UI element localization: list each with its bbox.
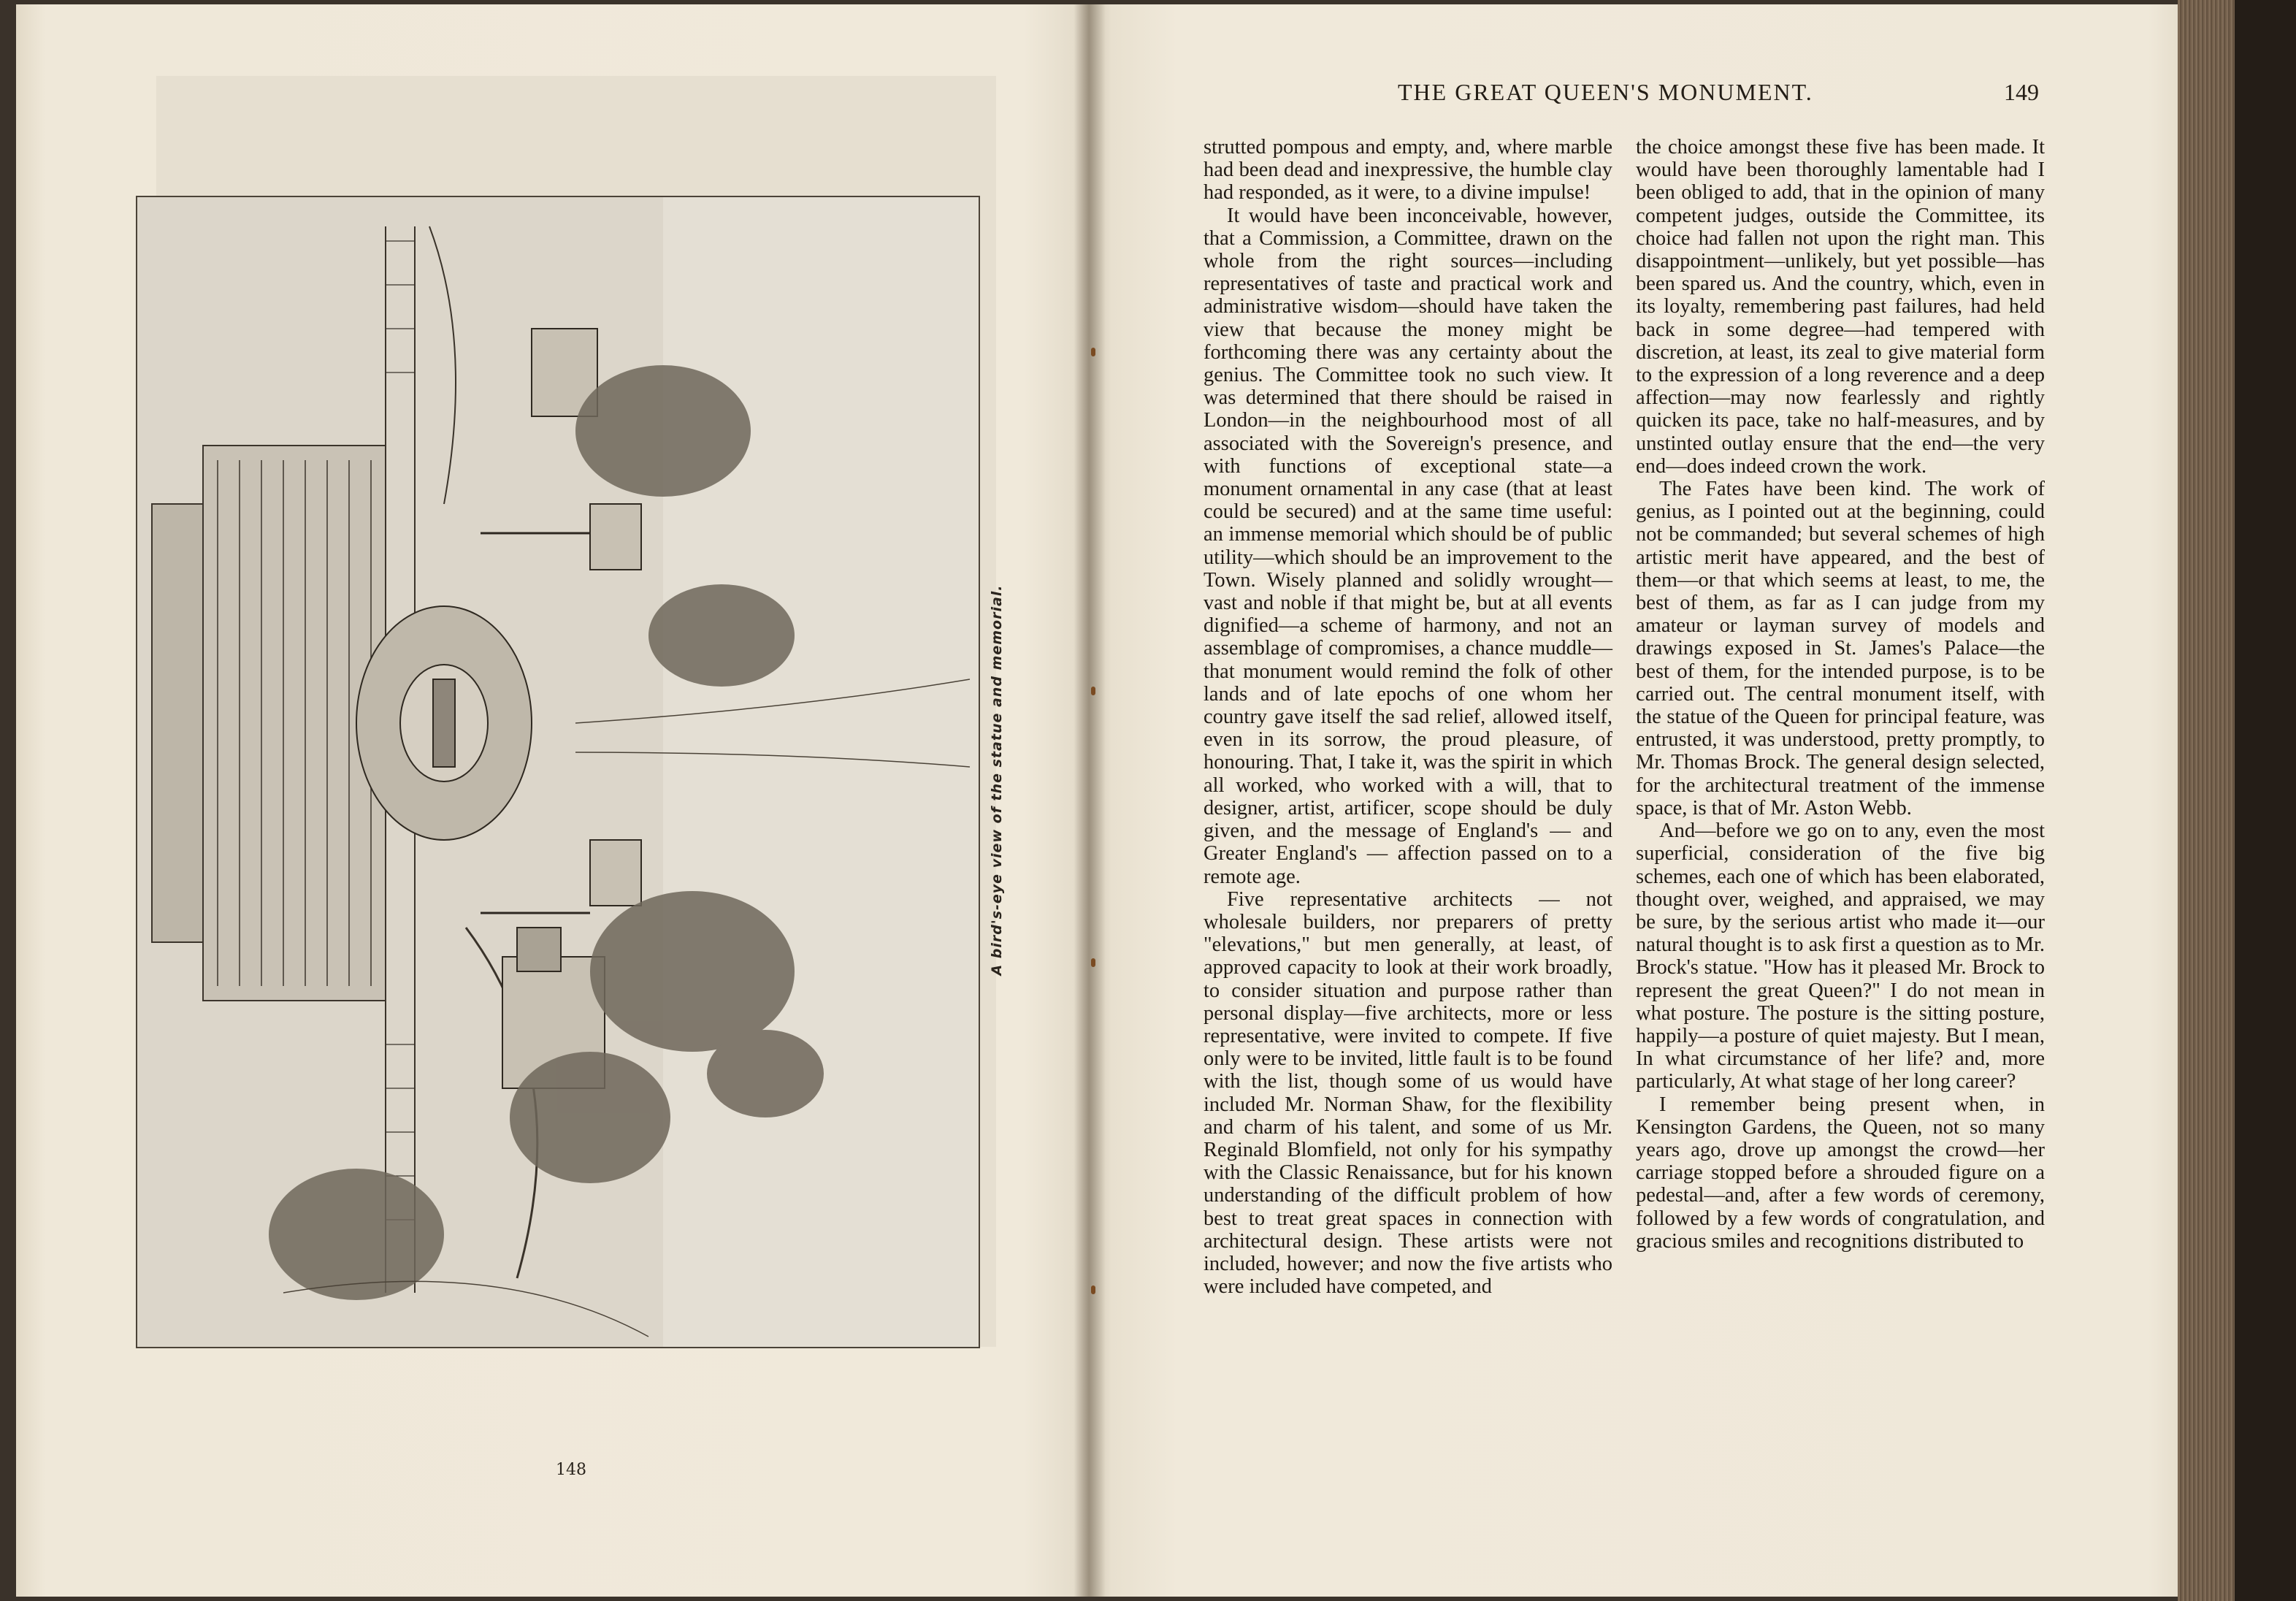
illustration-plate bbox=[136, 196, 980, 1348]
paragraph: It would have been inconceivable, however, that a Commission, a Committee, drawn on the whole from the right sources—including representatives of taste and practical work and administrative wisdom—should have taken the view that because the money might be forthcoming there was any certainty about the genius. The Committee took no such view. It was determined that there should be raised in London—in the neighbourhood most of all associated with the Sovereign's presence, and with functions of exceptional state—a monument ornamental in any case (that at least could be secured) and at the same time useful: an immense memorial which should be of public utility—which should be an improvement to the Town. Wisely planned and solidly wrought—vast and noble if that might be, but at all events dignified—a scheme of harmony, and not an assemblage of compromises, a chance muddle—that monument would remind the folk of other lands and of late epochs of one whom her country gave itself the sad relief, allowed itself, even in its sorrow, the proud pleasure, of honouring. That, I take it, was the spirit in which all worked, who worked with a will, that to designer, artist, artificer, scope should be duly given, and the message of England's — and Greater England's — affection passed on to a remote age. bbox=[1204, 204, 1612, 888]
paragraph: strutted pompous and empty, and, where marble had been dead and inexpressive, the humble clay had responded, as it were, to a divine impulse! bbox=[1204, 136, 1612, 205]
paragraph: The Fates have been kind. The work of genius, as I pointed out at the beginning, could not be commanded; but several schemes of high artistic merit have appeared, and the best of them—or that which seems at least, to me, the best of them, as far as I can judge from my amateur or layman survey of models and drawings exposed in St. James's Palace—the best of them, for the intended purpose, is to be carried out. The central monument itself, with the statue of the Queen for principal feature, was entrusted, it was understood, pretty promptly, to Mr. Thomas Brock. The general design selected, for the architectural treatment of the immense space, is that of Mr. Aston Webb. bbox=[1636, 478, 2045, 819]
paragraph: And—before we go on to any, even the most superficial, consideration of the five big schemes, each one of which has been elaborated, thought over, weighed, and appraised, we may be sure, by the serious artist who made it—our natural thought is to ask first a question as to Mr. Brock's statue. "How has it pleased Mr. Brock to represent the great Queen?" I do not mean in what posture. The posture is the sitting posture, happily—a posture of quiet majesty. But I mean, In what circumstance of her life? and, more particularly, At what stage of her long career? bbox=[1636, 819, 2045, 1093]
binding-thread-mark bbox=[1091, 958, 1095, 967]
paragraph: Five representative architects — not wholesale builders, nor preparers of pretty "elevations," but men generally, at least, of approved capacity to look at their work broadly, to consider situation and purpose rather than personal display—five architects, more or less representative, were invited to compete. If five only were to be invited, little fault is to be found with the list, though some of us would have included Mr. Norman Shaw, for the flexibility and charm of his talent, and some of us Mr. Reginald Blomfield, not only for his sympathy with the Classic Renaissance, but for his known understanding of the difficult problem of how best to treat great spaces in connection with architectural design. These artists were not included, however; and now the five artists who were included have competed, and bbox=[1204, 887, 1612, 1299]
page-number-left: 148 bbox=[556, 1461, 586, 1479]
binding-thread-mark bbox=[1091, 348, 1095, 356]
paragraph: I remember being present when, in Kensington Gardens, the Queen, not so many years ago, drove up amongst the crowd—her carriage stopped before a shrouded figure on a pedestal—and, after a few words of ceremony, followed by a few words of congratulation, and gracious smiles and recognitions distributed to bbox=[1636, 1093, 2045, 1253]
book-cover-edge bbox=[2235, 0, 2296, 1601]
palace-facade-drawing bbox=[152, 446, 386, 1001]
text-column-right bbox=[1636, 136, 2045, 1253]
birds-eye-drawing bbox=[137, 197, 979, 1347]
binding-thread-mark bbox=[1091, 1285, 1095, 1294]
page-number-right: 149 bbox=[2004, 79, 2039, 105]
memorial-drawing bbox=[356, 606, 532, 840]
binding-thread-mark bbox=[1091, 687, 1095, 695]
gutter-shadow bbox=[1074, 4, 1106, 1597]
running-head: THE GREAT QUEEN'S MONUMENT. bbox=[1398, 79, 1813, 105]
illustration-caption: A bird's-eye view of the statue and memorial. bbox=[989, 584, 1005, 976]
paragraph: the choice amongst these five has been made. It would have been thoroughly lamentable had I been obliged to add, that in the opinion of many competent judges, outside the Committee, its choice had fallen not upon the right man. This disappointment—unlikely, but yet possible—has been spared us. And the country, which, even in its loyalty, remembering past failures, had held back in some degree—had tempered with discretion, at least, its zeal to give material form to the expression of a long reverence and a deep affection—may now fearlessly and rightly quicken its pace, take no half-measures, and by unstinted outlay ensure that the end—the very end—does indeed crown the work. bbox=[1636, 136, 2045, 478]
text-column-left bbox=[1204, 136, 1612, 1298]
